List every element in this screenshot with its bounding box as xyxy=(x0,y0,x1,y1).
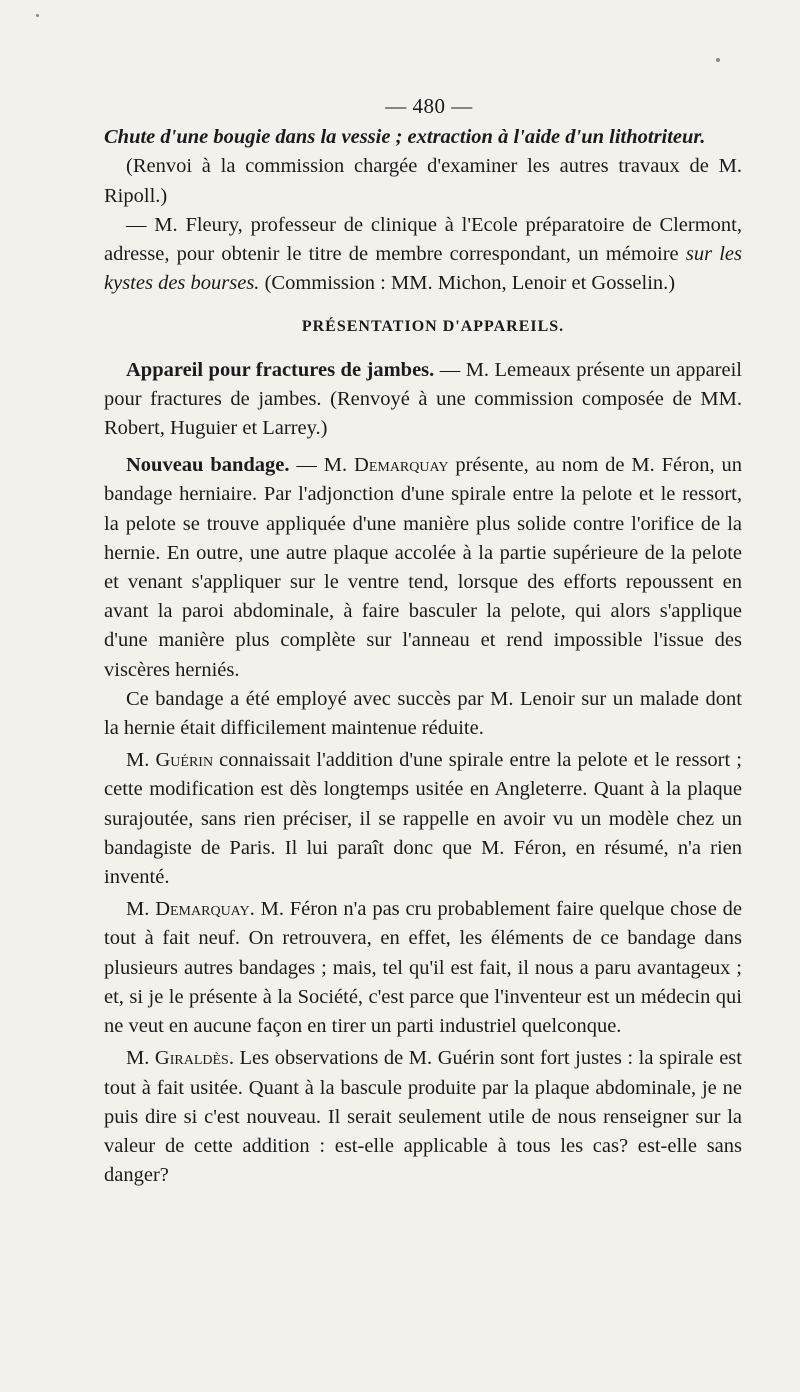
bandage-heading: Nouveau bandage. xyxy=(126,454,290,477)
paper-speck xyxy=(36,14,39,17)
fleury-paragraph xyxy=(104,211,742,299)
giraldes-text: Les observations de M. Guérin sont fort justes : la spirale est tout à fait usitée. Quant à la bascule produite par la plaque abdominale, je ne puis dire si c'est nouveau. Il serait seulement utile de nous renseigner sur la valeur de cette addition : est-elle applicable à tous les cas? est-elle sans danger? xyxy=(104,1047,742,1187)
fleury-memoir-title: sur les kystes des bourses. xyxy=(104,243,743,295)
guerin-prefix: M. xyxy=(126,749,156,772)
bandage-text: présente, au nom de M. Féron, un bandage herniaire. Par l'adjonction d'une spirale entre la pelote et le ressort, la pelote se trouve appliquée d'une manière plus solide contre l'orifice de la hernie. En outre, une autre plaque accolée à la partie supérieure de la pelote et venant s'appliquer sur le ventre tend, lorsque des efforts repoussent en avant la paroi abdominale, à faire basculer la pelote, qui alors s'applique d'une manière plus complète sur l'anneau et rend impossible l'issue des viscères herniés. xyxy=(104,454,742,681)
fleury-text-a: — M. Fleury, professeur de clinique à l'Ecole préparatoire de Clermont, adresse, pour obtenir le titre de membre correspondant, un mémoire xyxy=(104,213,742,266)
demarquay-text: M. Féron n'a pas cru probablement faire quelque chose de tout à fait neuf. On retrouvera, en effet, les éléments de ce bandage dans plusieurs autres bandages ; mais, tel qu'il est fait, il nous a paru avantageux ; et, si je le présente à la Société, c'est parce que l'inventeur est un médecin qui ne veut en aucune façon en tirer un parti industriel quelconque. xyxy=(104,898,743,1038)
giraldes-prefix: M. xyxy=(126,1047,155,1070)
guerin-speaker: Guérin xyxy=(155,749,214,772)
renvoi-paragraph: (Renvoi à la commission chargée d'examiner les autres travaux de M. Ripoll.) xyxy=(104,155,742,207)
paper-speck xyxy=(716,58,720,62)
book-page xyxy=(104,92,742,1190)
page-number: — 480 — xyxy=(385,94,473,118)
intro-title-text: Chute d'une bougie dans la vessie ; extraction à l'aide d'un lithotriteur. xyxy=(104,126,706,149)
section-title: PRÉSENTATION D'APPAREILS. xyxy=(301,318,565,336)
demarquay-speaker: Demarquay. xyxy=(155,898,255,921)
bandage-dash: — M. xyxy=(289,454,355,477)
bandage-paragraph xyxy=(104,451,742,685)
bandage-speaker: Demarquay xyxy=(354,454,449,477)
demarquay-paragraph xyxy=(104,895,742,1041)
appareil-heading: Appareil pour fractures de jambes. xyxy=(126,358,435,381)
guerin-paragraph xyxy=(104,746,742,892)
demarquay-prefix: M. xyxy=(126,898,156,921)
guerin-text: connaissait l'addition d'une spirale entre la pelote et le ressort ; cette modification est dès longtemps usitée en Angleterre. Quant à la plaque surajoutée, sans rien préciser, il se rappelle en avoir vu un modèle chez un bandagiste de Paris. Il lui paraît donc que M. Féron, en résumé, n'a rien inventé. xyxy=(104,749,743,889)
giraldes-paragraph xyxy=(104,1044,742,1190)
bandage-paragraph-2: Ce bandage a été employé avec succès par M. Lenoir sur un malade dont la hernie était difficilement maintenue réduite. xyxy=(104,687,742,740)
fleury-text-b: (Commission : MM. Michon, Lenoir et Gosselin.) xyxy=(259,272,676,295)
appareil-paragraph xyxy=(104,356,742,444)
appareil-text: — M. Lemeaux présente un appareil pour fractures de jambes. (Renvoyé à une commission composée de MM. Robert, Huguier et Larrey.) xyxy=(104,358,742,440)
giraldes-speaker: Giraldès. xyxy=(154,1047,234,1070)
intro-title xyxy=(104,123,742,152)
